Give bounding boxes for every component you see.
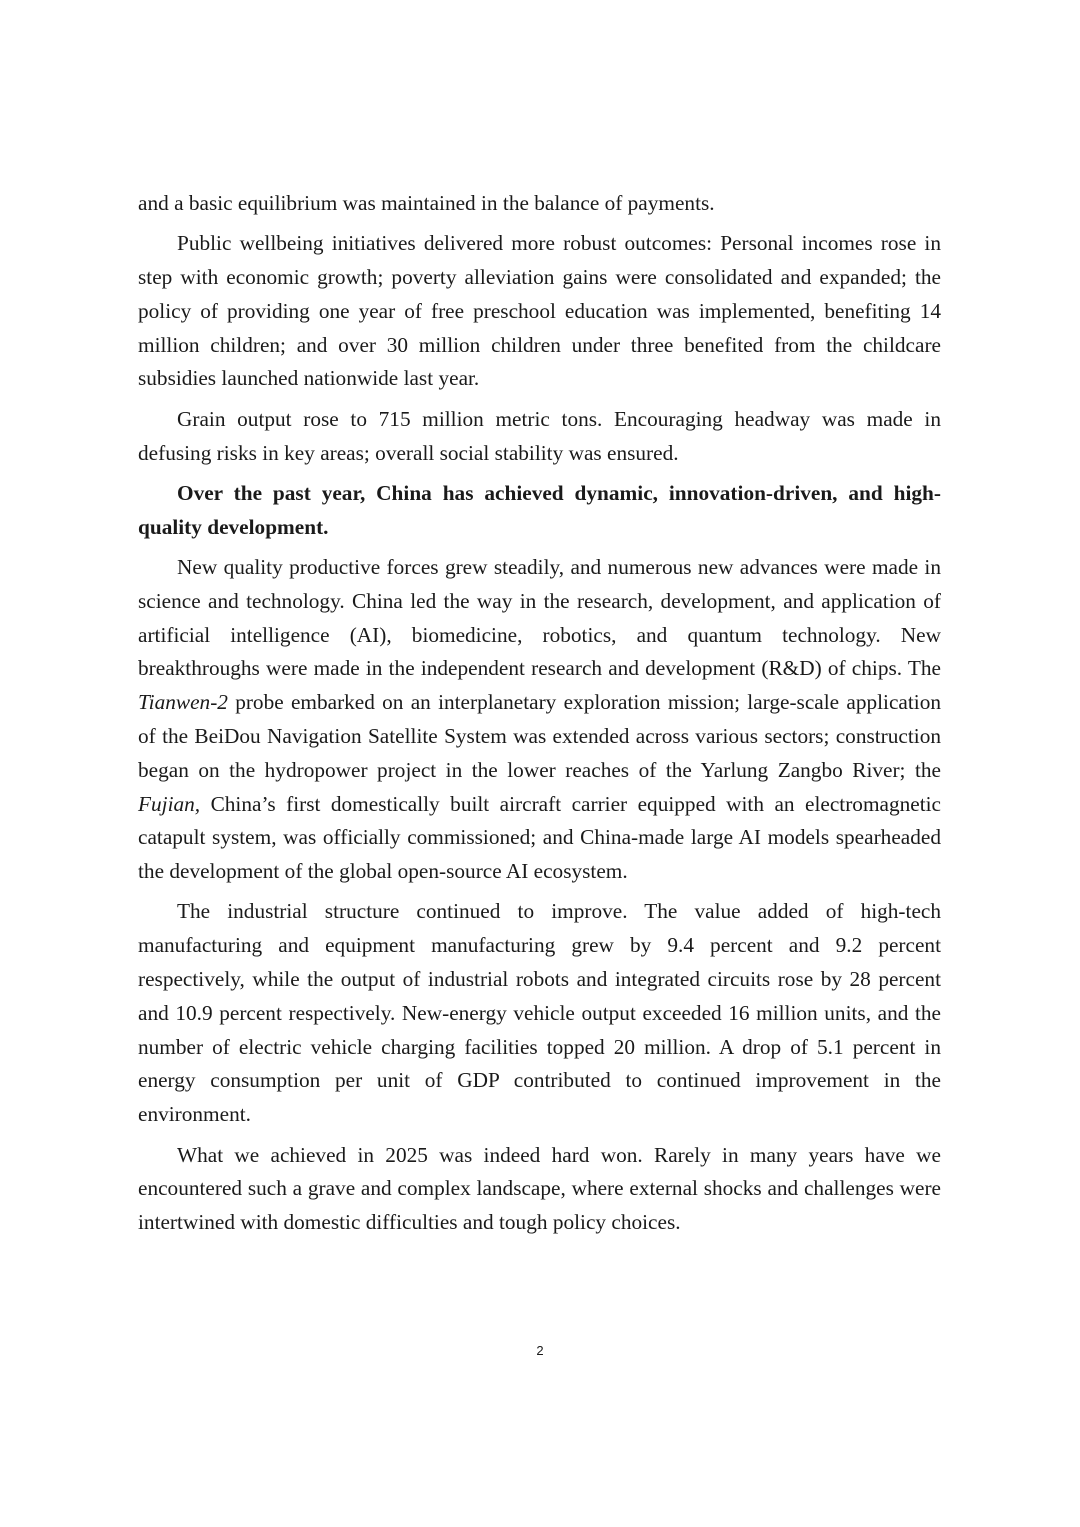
paragraph-industrial-structure: The industrial structure continued to improve. The value added of high-tech manufacturing and equipment manufacturing grew by 9.4 percent and 9.2 percent respectively, while the output of industrial robots and integrated circuits rose by 28 percent and 10.9 percent respectively. New-energy vehicle output exceeded 16 million units, and the number of electric vehicle charging facilities topped 20 million. A drop of 5.1 percent in energy consumption per unit of GDP contributed to continued improvement in the environment. (138, 899, 941, 1127)
text-segment: China’s first domestically built aircraft carrier equipped with an electromagnetic catapult system, was officially commissioned; and China-made large AI models spearheaded the development of the global open-source AI ecosystem. (138, 791, 941, 884)
paragraph-hard-won: What we achieved in 2025 was indeed hard won. Rarely in many years have we encountered such a grave and complex landscape, where external shocks and challenges were intertwined with domestic difficulties and tough policy choices. (138, 1142, 941, 1235)
document-body (138, 187, 941, 1246)
paragraph-productive-forces (138, 551, 941, 889)
paragraph-grain-output: Grain output rose to 715 million metric tons. Encouraging headway was made in defusing risks in key areas; overall social stability was ensured. (138, 406, 941, 465)
page-number: 2 (536, 1343, 544, 1358)
paragraph-balance-of-payments: and a basic equilibrium was maintained in the balance of payments. (138, 191, 715, 215)
paragraph-public-wellbeing: Public wellbeing initiatives delivered more robust outcomes: Personal incomes rose in step with economic growth; poverty alleviation gains were consolidated and expanded; the policy of providing one year of free preschool education was implemented, benefiting 14 million children; and over 30 million children under three benefited from the childcare subsidies launched nationwide last year. (138, 231, 941, 391)
italic-term-tianwen-2: Tianwen-2 (138, 690, 228, 715)
section-heading-innovation: Over the past year, China has achieved dynamic, innovation-driven, and high-quality development. (138, 480, 941, 539)
text-segment: New quality productive forces grew steadily, and numerous new advances were made in science and technology. China led the way in the research, development, and application of artificial intelligence (AI), biomedicine, robotics, and quantum technology. New breakthroughs were made in the independent research and development (R&D) of chips. The (138, 554, 941, 681)
text-segment: probe embarked on an interplanetary exploration mission; large-scale application of the BeiDou Navigation Satellite System was extended across various sectors; construction began on the hydropower project in the lower reaches of the Yarlung Zangbo River; the (138, 690, 941, 782)
italic-term-fujian: Fujian, (138, 791, 201, 816)
